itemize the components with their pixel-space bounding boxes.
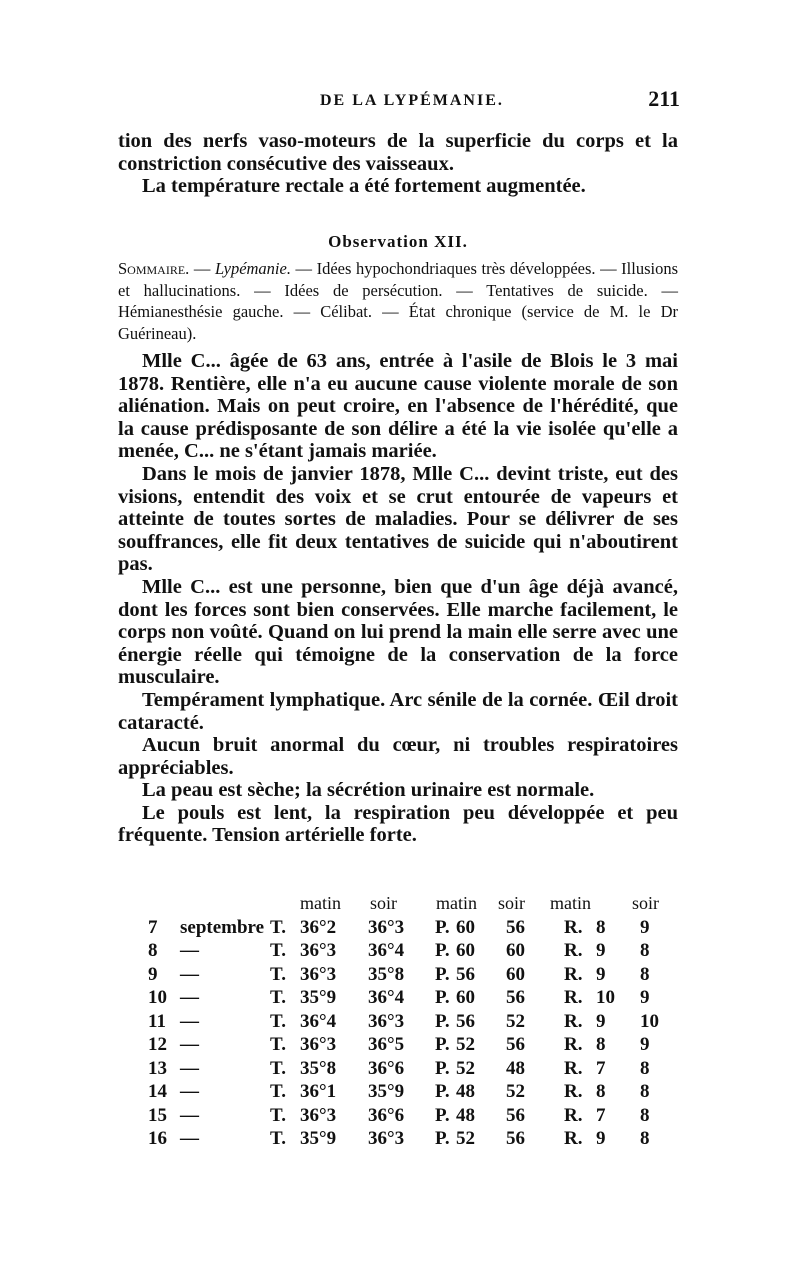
summary-dash: —	[189, 259, 215, 278]
table-row	[118, 1011, 678, 1035]
header-temp-morning: matin	[300, 893, 341, 913]
table-row	[118, 1034, 678, 1058]
row-resp-label: R.	[564, 1128, 583, 1149]
observation-title: Observation XII.	[328, 232, 468, 251]
row-pulse-label: P.	[435, 1034, 450, 1055]
row-resp-label: R.	[564, 1010, 583, 1032]
row-pulse-morning: 52	[456, 1128, 475, 1149]
row-temp-label: T.	[270, 916, 287, 938]
row-pulse-evening: 56	[506, 1034, 525, 1055]
row-temp-label: T.	[270, 1010, 287, 1032]
header-pulse-evening: soir	[498, 893, 525, 913]
paragraph-temperament: Tempérament lymphatique. Arc sénile de la cornée. Œil droit cataracté.	[118, 688, 678, 734]
row-resp-evening: 9	[640, 987, 650, 1008]
row-temp-label: T.	[270, 1104, 287, 1126]
table-row	[118, 1058, 678, 1082]
row-pulse-label: P.	[435, 1010, 450, 1032]
row-pulse-label: P.	[435, 916, 450, 938]
row-month: septembre	[180, 916, 265, 938]
row-pulse-morning: 56	[456, 963, 475, 985]
row-day: 8	[148, 940, 158, 961]
row-month: —	[180, 1034, 199, 1055]
row-pulse-label: P.	[435, 1057, 450, 1079]
row-resp-morning: 9	[596, 940, 606, 961]
paragraph-skin: La peau est sèche; la sécrétion urinaire est normale.	[142, 779, 595, 802]
summary-text: — Idées hypochondriaques très développées. — Illusions et hallucinations. — Idées de persécution. — Tentatives de suicide. — Hémianesthésie gauche. — Célibat. — État chronique (service de M. le Dr Guérineau).	[118, 259, 679, 343]
row-temp-label: T.	[270, 1034, 287, 1055]
row-temp-label: T.	[270, 963, 287, 985]
row-resp-evening: 9	[640, 916, 650, 938]
summary-label: Sommaire.	[118, 259, 190, 278]
running-head	[120, 86, 680, 116]
paragraph-temperature: La température rectale a été fortement augmentée.	[142, 175, 586, 198]
row-pulse-label: P.	[435, 1128, 450, 1149]
row-resp-label: R.	[564, 940, 583, 961]
row-temp-evening: 36°5	[368, 1034, 405, 1055]
row-temp-evening: 36°4	[368, 940, 405, 961]
row-temp-morning: 36°3	[300, 1104, 337, 1126]
table-row	[118, 1105, 678, 1129]
row-resp-morning: 10	[596, 987, 615, 1008]
row-month: —	[180, 963, 199, 985]
row-pulse-label: P.	[435, 1081, 450, 1102]
row-temp-morning: 36°2	[300, 916, 337, 938]
row-temp-morning: 36°3	[300, 1034, 337, 1055]
table-body	[118, 917, 678, 1152]
row-day: 10	[148, 987, 167, 1008]
row-temp-evening: 36°3	[368, 916, 405, 938]
row-pulse-evening: 56	[506, 987, 525, 1008]
row-day: 9	[148, 963, 158, 985]
row-pulse-evening: 48	[506, 1057, 525, 1079]
row-pulse-evening: 56	[506, 1104, 525, 1126]
row-month: —	[180, 1081, 199, 1102]
header-resp-evening: soir	[632, 893, 659, 913]
table-row	[118, 964, 678, 988]
row-resp-label: R.	[564, 1104, 583, 1126]
row-month: —	[180, 1057, 199, 1079]
row-resp-morning: 9	[596, 963, 606, 985]
summary-diagnosis: Lypémanie.	[214, 259, 291, 278]
row-month: —	[180, 987, 199, 1008]
table-row	[118, 1128, 678, 1152]
row-resp-evening: 10	[640, 1010, 659, 1032]
row-pulse-label: P.	[435, 987, 450, 1008]
row-day: 11	[148, 1010, 166, 1032]
text-block-main	[118, 350, 678, 847]
row-resp-evening: 8	[640, 1081, 650, 1102]
row-pulse-morning: 60	[456, 916, 475, 938]
row-temp-evening: 36°3	[368, 1128, 405, 1149]
row-day: 12	[148, 1034, 167, 1055]
row-pulse-morning: 60	[456, 940, 475, 961]
row-resp-morning: 8	[596, 1034, 606, 1055]
vitals-table	[118, 893, 678, 1152]
row-resp-label: R.	[564, 916, 583, 938]
row-pulse-evening: 60	[506, 940, 525, 961]
paragraph-heart: Aucun bruit anormal du cœur, ni troubles respiratoires appréciables.	[118, 734, 678, 779]
row-resp-label: R.	[564, 1081, 583, 1102]
row-temp-morning: 36°3	[300, 963, 337, 985]
row-pulse-label: P.	[435, 940, 450, 961]
row-resp-morning: 7	[596, 1057, 606, 1079]
row-resp-evening: 8	[640, 1057, 650, 1079]
row-pulse-morning: 60	[456, 987, 475, 1008]
row-temp-label: T.	[270, 1057, 287, 1079]
row-temp-label: T.	[270, 1128, 287, 1149]
paragraph-history: Dans le mois de janvier 1878, Mlle C... devint triste, eut des visions, entendit des voix et se crut entourée de vapeurs et atteinte de toutes sortes de maladies. Pour se délivrer de ses souffrances, elle fit deux tentatives de suicide qui n'aboutirent pas.	[118, 462, 678, 576]
row-temp-evening: 36°4	[368, 987, 405, 1008]
row-temp-evening: 36°6	[368, 1104, 405, 1126]
row-resp-morning: 8	[596, 916, 606, 938]
summary-paragraph	[118, 258, 678, 344]
header-temp-evening: soir	[370, 893, 397, 913]
row-temp-evening: 35°9	[368, 1081, 405, 1102]
row-day: 7	[148, 916, 158, 938]
row-resp-evening: 8	[640, 963, 650, 985]
row-day: 16	[148, 1128, 167, 1149]
page-number: 211	[648, 86, 680, 111]
paragraph-patient: Mlle C... âgée de 63 ans, entrée à l'asile de Blois le 3 mai 1878. Rentière, elle n'a eu aucune cause violente morale de son aliénation. Mais on peut croire, en l'absence de l'hérédité, que la cause prédisposante de son délire a été la vie isolée qu'elle a menée, C... ne s'étant jamais mariée.	[118, 350, 678, 463]
row-resp-morning: 9	[596, 1010, 606, 1032]
row-pulse-evening: 52	[506, 1081, 525, 1102]
row-temp-evening: 35°8	[368, 963, 405, 985]
row-pulse-evening: 56	[506, 916, 525, 938]
running-title: DE LA LYPÉMANIE.	[320, 92, 504, 109]
row-day: 15	[148, 1104, 167, 1126]
row-day: 14	[148, 1081, 167, 1102]
paragraph-condition: Mlle C... est une personne, bien que d'un âge déjà avancé, dont les forces sont bien conservées. Elle marche facilement, le corps non voûté. Quand on lui prend la main elle serre avec une énergie réelle qui témoigne de la conservation de la force musculaire.	[118, 575, 678, 689]
row-pulse-label: P.	[435, 1104, 450, 1126]
paragraph-continuation: tion des nerfs vaso-moteurs de la superficie du corps et la constriction consécutive des vaisseaux.	[118, 130, 678, 175]
row-resp-evening: 8	[640, 1128, 650, 1149]
row-temp-evening: 36°3	[368, 1010, 405, 1032]
row-temp-morning: 36°3	[300, 940, 337, 961]
row-temp-morning: 35°9	[300, 1128, 337, 1149]
row-pulse-evening: 52	[506, 1010, 525, 1032]
paragraph-pulse: Le pouls est lent, la respiration peu développée et peu fréquente. Tension artérielle forte.	[118, 801, 678, 847]
row-pulse-evening: 60	[506, 963, 525, 985]
row-resp-label: R.	[564, 963, 583, 985]
row-day: 13	[148, 1057, 167, 1079]
table-row	[118, 1081, 678, 1105]
row-temp-morning: 35°9	[300, 987, 337, 1008]
row-temp-evening: 36°6	[368, 1057, 405, 1079]
row-resp-label: R.	[564, 1057, 583, 1079]
row-resp-evening: 9	[640, 1034, 650, 1055]
header-pulse-morning: matin	[436, 893, 477, 913]
row-resp-morning: 7	[596, 1104, 606, 1126]
row-resp-morning: 8	[596, 1081, 606, 1102]
row-pulse-morning: 56	[456, 1010, 475, 1032]
row-pulse-label: P.	[435, 963, 450, 985]
row-temp-morning: 36°4	[300, 1010, 337, 1032]
row-month: —	[180, 1010, 199, 1032]
row-temp-label: T.	[270, 1081, 287, 1102]
row-temp-morning: 36°1	[300, 1081, 337, 1102]
table-row	[118, 987, 678, 1011]
row-resp-evening: 8	[640, 940, 650, 961]
table-header	[118, 893, 678, 917]
row-month: —	[180, 940, 199, 961]
row-temp-label: T.	[270, 987, 287, 1008]
text-block-top	[118, 130, 678, 198]
summary-block	[118, 258, 678, 344]
row-pulse-evening: 56	[506, 1128, 525, 1149]
row-pulse-morning: 52	[456, 1034, 475, 1055]
row-resp-label: R.	[564, 987, 583, 1008]
row-pulse-morning: 52	[456, 1057, 475, 1079]
row-resp-morning: 9	[596, 1128, 606, 1149]
table-row	[118, 917, 678, 941]
row-resp-label: R.	[564, 1034, 583, 1055]
observation-block	[118, 232, 678, 252]
row-temp-label: T.	[270, 940, 287, 961]
row-pulse-morning: 48	[456, 1104, 475, 1126]
row-resp-evening: 8	[640, 1104, 650, 1126]
table-row	[118, 940, 678, 964]
header-resp-morning: matin	[550, 893, 591, 913]
row-month: —	[180, 1128, 199, 1149]
row-temp-morning: 35°8	[300, 1057, 337, 1079]
row-month: —	[180, 1104, 199, 1126]
row-pulse-morning: 48	[456, 1081, 475, 1102]
